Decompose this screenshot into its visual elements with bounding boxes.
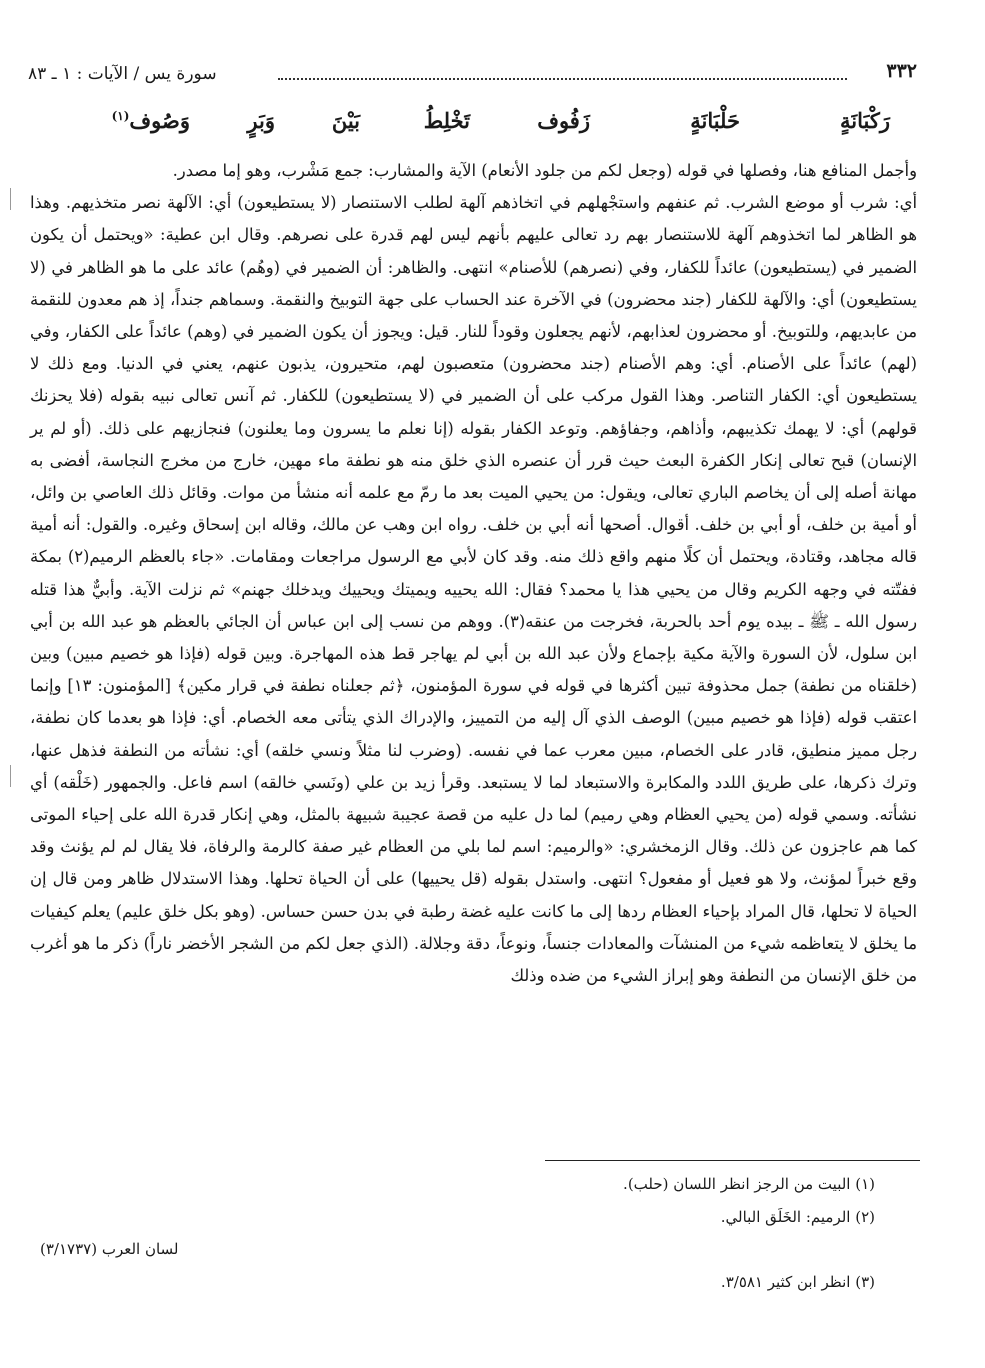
footnote: (٣) انظر ابن كثير ٣/٥٨١. — [720, 1273, 875, 1291]
verse-word: تَخْلِطُ — [423, 108, 470, 133]
poetry-verse — [90, 108, 890, 148]
header-dotted-leader — [278, 78, 847, 80]
footnote: (٢) الرميم: الخَلَق البالي. — [720, 1208, 875, 1226]
margin-mark — [10, 765, 11, 787]
verse-word: وَصُوف$^{(١)}$ — [111, 108, 190, 133]
footnote-ref: (١) — [111, 109, 130, 123]
verse-word: بَيْنَ — [331, 108, 360, 133]
footnote-side-reference: لسان العرب (٣/١٧٣٧) — [40, 1240, 179, 1258]
header-title: سورة يس / الآيات : ١ ـ ٨٣ — [28, 64, 217, 84]
paragraph: وأجمل المنافع هنا، وفصلها في قوله (وجعل لكم من جلود الأنعام) الآية والمشارب: جمع مَشْرب، وهو إما مصدر. — [172, 161, 917, 180]
commentary-text — [30, 155, 917, 992]
verse-word: حَلْبَانَةٍ — [690, 108, 740, 133]
footnote-separator — [545, 1160, 920, 1161]
verse-word: زَفُوف — [537, 108, 590, 133]
page-number: ٣٣٢ — [886, 60, 917, 82]
footnote: (١) البيت من الرجز انظر اللسان (حلب). — [623, 1175, 875, 1193]
verse-word: رَكْبَانَةٍ — [840, 108, 890, 133]
paragraph: أي: شرب أو موضع الشرب. ثم عنفهم واستجْهلهم في اتخاذهم آلهة لطلب الاستنصار (لا يستطيعون) أي: الآلهة نصر متخذيهم. وهذا هو الظاهر لما اتخذوهم آلهة للاستنصار بهم رد تعالى عليهم بأنهم ليس لهم قدرة على نصرهم. وقال ابن عطية: «ويحتمل أن يكون الضمير في (يستطيعون) عائداً للكفار، وفي (نصرهم) للأصنام» انتهى. والظاهر: أن الضمير في (وهُم) عائد على ما هو الظاهر في (لا يستطيعون) أي: والآلهة للكفار (جند محضرون) في الآخرة عند الحساب على جهة التوبيخ والنقمة. وسماهم جنداً، إذ هم معدون للنقمة من عابديهم، وللتوبيخ. أو محضرون لعذابهم، لأنهم يجعلون وقوداً للنار. قيل: ويجوز أن يكون الضمير في (وهم) عائداً على الكفار، وفي (لهم) عائداً على الأصنام. أي: وهم الأصنام (جند محضرون) متعصبون لهم، متحيرون، يذبون عنهم، يعني في الدنيا. ومع ذلك لا يستطيعون أي: الكفار التناصر. وهذا القول مركب على أن الضمير في (لا يستطيعون) للكفار. ثم آنس تعالى نبيه بقوله (فلا يحزنك قولهم) أي: لا يهمك تكذيبهم، وأذاهم، وجفاؤهم. وتوعد الكفار بقوله (إنا نعلم ما يسرون وما يعلنون) فنجازيهم على ذلك. (أو لم ير الإنسان) قبح تعالى إنكار الكفرة البعث حيث قرر أن عنصره الذي خلق منه هو نطفة ماء مهين، خارج من مخرج النجاسة، أفضى به مهانة أصله إلى أن يخاصم الباري تعالى، ويقول: من يحيي الميت بعد ما رمّ مع علمه أنه منشأ من موات. وقائل ذلك العاصي بن وائل، أو أمية بن خلف، أو أبي بن خلف. أقوال. أصحها أنه أبي بن خلف. رواه ابن وهب عن مالك، وقاله ابن إسحاق وغيره. والقول: أنه أمية قاله مجاهد، وقتادة، ويحتمل أن كلًا منهم واقع ذلك منه. وقد كان لأبي مع الرسول مراجعات ومقامات. «جاء بالعظم الرميم(٢) بمكة ففتّته في وجهه الكريم وقال من يحيي هذا يا محمد؟ فقال: الله يحييه ويميتك ويحييك ويدخلك جهنم» ثم نزلت الآية. وأبيٌّ هذا قتله رسول الله ـ ﷺ ـ بيده يوم أحد بالحربة، فخرجت من عنقه(٣). ووهم من نسب إلى ابن عباس أن الجائي بالعظم هو عبد الله بن أبي ابن سلول، لأن السورة والآية مكية بإجماع ولأن عبد الله بن أبي لم يهاجر قط هذه المهاجرة. وبين قوله (فإذا هو خصيم مبين) وبين (خلقناه من نطفة) جمل محذوفة تبين أكثرها في قوله في سورة المؤمنون، ﴿ثم جعلناه نطفة في قرار مكين﴾ [المؤمنون: ١٣] وإنما اعتقب قوله (فإذا هو خصيم مبين) الوصف الذي آل إليه من التمييز، والإدراك الذي يتأتى معه الخصام. أي: فإذا هو بعدما كان نطفة، رجل مميز منطيق، قادر على الخصام، مبين معرب عما في نفسه. (وضرب لنا مثلاً ونسي خلقه) أي: نشأته من النطفة فذهل عنها، وترك ذكرها، على طريق اللدد والمكابرة والاستبعاد لما لا يستبعد. وقرأ زيد بن علي (ونَسي خالقه) اسم فاعل. والجمهور (خَلْقه) أي نشأته. وسمي قوله (من يحيي العظام وهي رميم) لما دل عليه من قصة عجيبة شبيهة بالمثل، وهي إنكار قدرة الله على إحياء الموتى كما هم عاجزون عن ذلك. وقال الزمخشري: «والرميم: اسم لما بلي من العظام غير صفة كالرمة والرفاة، فلا يقال لم لم يؤنث وقد وقع خبراً لمؤنث، ولا هو فعيل أو مفعول؟ انتهى. واستدل بقوله (قل يحييها) على أن الحياة تحلها. وهذا الاستدلال ظاهر ومن قال إن الحياة لا تحلها، قال المراد بإحياء العظام ردها إلى ما كانت عليه غضة رطبة في بدن حسن حساس. (وهو بكل خلق عليم) يعلم كيفيات ما يخلق لا يتعاظمه شيء من المنشآت والمعادات جنساً، ونوعاً، دقة وجلالة. (الذي جعل لكم من الشجر الأخضر ناراً) ذكر ما هو أغرب من خلق الإنسان من النطفة وهو إبراز الشيء من ضده وذلك — [29, 193, 917, 986]
margin-mark — [10, 188, 11, 210]
running-header — [28, 60, 917, 94]
verse-word: وَبَرٍ — [247, 108, 275, 133]
